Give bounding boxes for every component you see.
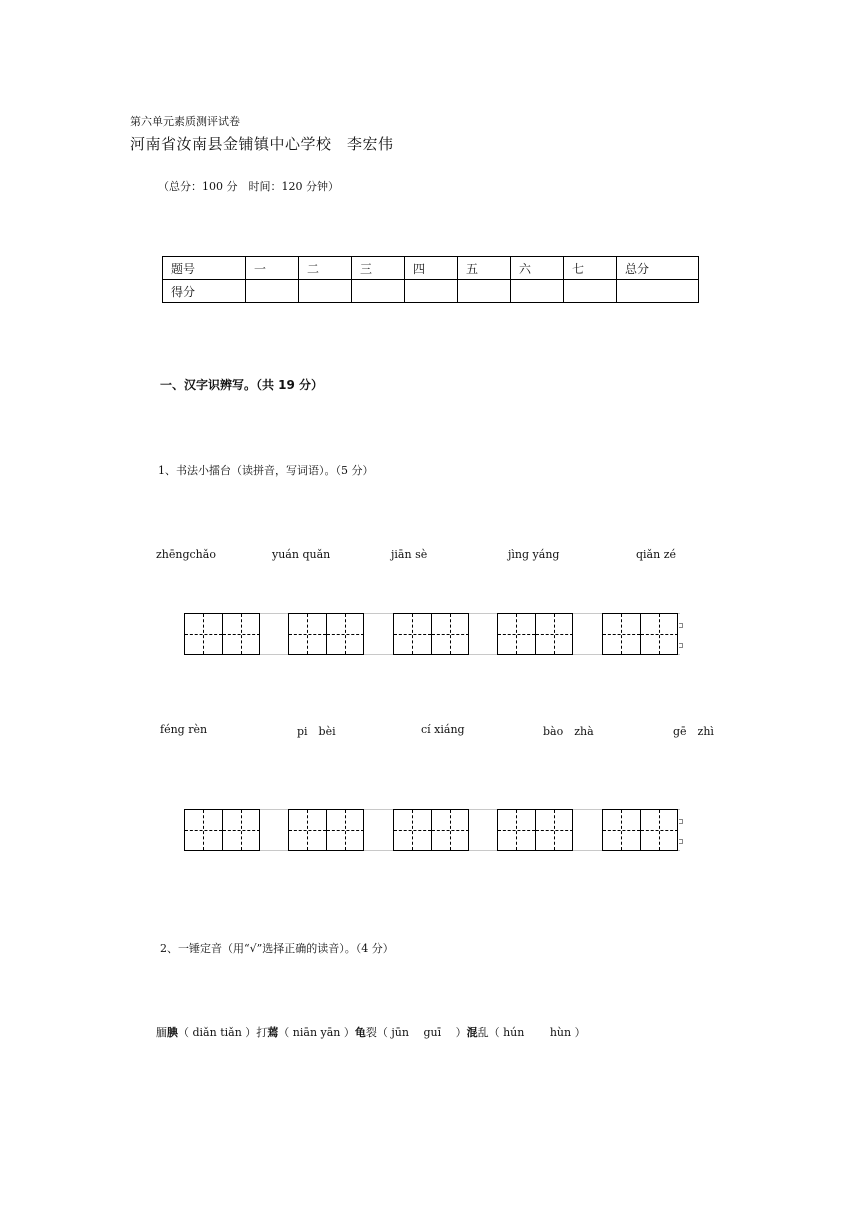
writing-box[interactable] <box>184 809 260 851</box>
reading-choice-line <box>156 1024 586 1040</box>
writing-box[interactable] <box>288 809 364 851</box>
choice-item <box>467 1026 586 1039</box>
score-entry-cell[interactable] <box>564 280 617 303</box>
choice-options[interactable]: （ jūn guī ） <box>376 1026 467 1039</box>
question-1-prompt: 1、书法小擂台（读拼音，写词语）。（5 分） <box>158 464 374 477</box>
pinyin-label: féng rèn <box>160 723 208 736</box>
pinyin-label: pi bèi <box>297 725 336 738</box>
writing-box[interactable] <box>497 809 573 851</box>
table-cell: 五 <box>458 257 511 280</box>
pinyin-label: qiǎn zé <box>636 548 677 561</box>
score-entry-cell[interactable] <box>299 280 352 303</box>
writing-box[interactable] <box>497 613 573 655</box>
question-2-prompt: 2、一锤定音（用“√”选择正确的读音）。（4 分） <box>160 942 394 955</box>
writing-box[interactable] <box>393 809 469 851</box>
score-entry-cell[interactable] <box>352 280 405 303</box>
choice-word: 乱 <box>477 1026 489 1039</box>
table-row-header <box>163 257 699 280</box>
writing-box[interactable] <box>602 809 678 851</box>
table-cell: 七 <box>564 257 617 280</box>
choice-item <box>256 1026 355 1039</box>
pinyin-label: yuán quǎn <box>272 548 331 561</box>
table-cell: 六 <box>511 257 564 280</box>
paper-title: 第六单元素质测评试卷 <box>130 115 240 128</box>
choice-item <box>355 1026 467 1039</box>
pinyin-label: gē zhì <box>673 725 714 738</box>
choice-word-bold: 龟 <box>354 1026 366 1039</box>
table-cell: 题号 <box>163 257 246 280</box>
pinyin-label: jiān sè <box>391 548 428 561</box>
choice-word-bold: 腆 <box>167 1026 178 1039</box>
table-cell: 二 <box>299 257 352 280</box>
score-entry-cell[interactable] <box>617 280 699 303</box>
writing-box[interactable] <box>184 613 260 655</box>
pinyin-label: zhēngchǎo <box>156 548 216 561</box>
table-cell: 总分 <box>617 257 699 280</box>
writing-box[interactable] <box>393 613 469 655</box>
score-table <box>162 256 699 303</box>
pinyin-label: jìng yáng <box>508 548 560 561</box>
score-entry-cell[interactable] <box>511 280 564 303</box>
table-cell: 四 <box>405 257 458 280</box>
choice-word: 打 <box>256 1026 268 1039</box>
score-entry-cell[interactable] <box>405 280 458 303</box>
table-cell: 得分 <box>163 280 246 303</box>
choice-options[interactable]: （ hún hùn ） <box>488 1026 586 1039</box>
score-entry-cell[interactable] <box>458 280 511 303</box>
choice-item <box>156 1026 256 1039</box>
section-heading: 一、汉字识辨写。（共 19 分） <box>160 378 324 392</box>
school-author-line: 河南省汝南县金铺镇中心学校 李宏伟 <box>130 135 394 153</box>
writing-box[interactable] <box>602 613 678 655</box>
writing-grid-row <box>184 613 680 655</box>
table-cell: 一 <box>246 257 299 280</box>
choice-word-bold: 蔫 <box>267 1026 279 1039</box>
choice-word-bold: 混 <box>466 1026 478 1039</box>
writing-box[interactable] <box>288 613 364 655</box>
choice-word: 腼 <box>156 1026 167 1039</box>
score-entry-cell[interactable] <box>246 280 299 303</box>
choice-word: 裂 <box>365 1026 377 1039</box>
choice-options[interactable]: （ niān yān ） <box>278 1026 355 1039</box>
writing-grid-row <box>184 809 680 851</box>
table-row-score <box>163 280 699 303</box>
pinyin-label: bào zhà <box>543 725 594 738</box>
pinyin-label: cí xiáng <box>421 723 465 736</box>
choice-options[interactable]: （ diǎn tiǎn ） <box>178 1026 257 1039</box>
table-cell: 三 <box>352 257 405 280</box>
score-time-info: （总分：100 分 时间：120 分钟） <box>158 180 339 193</box>
